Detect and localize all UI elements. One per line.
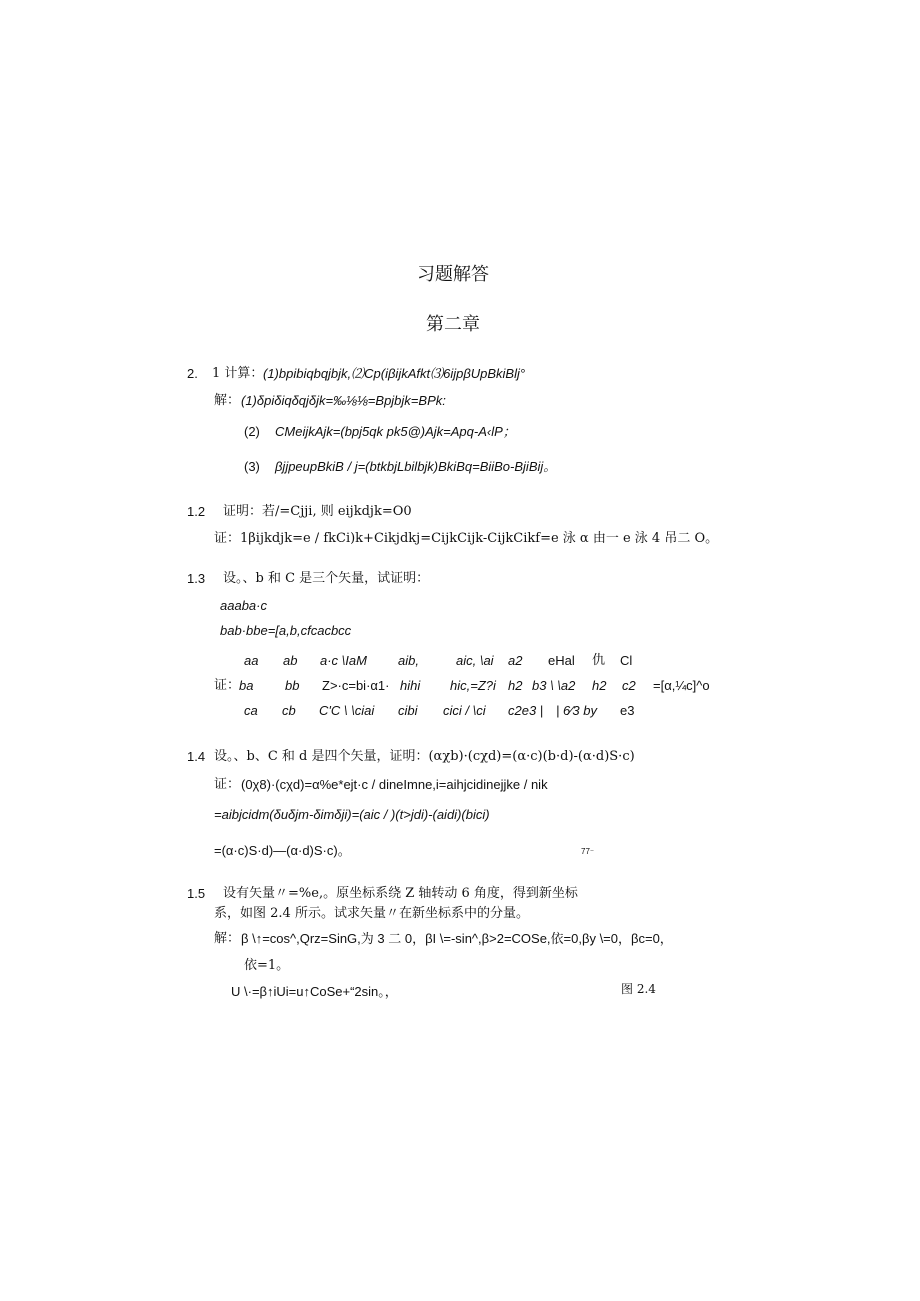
chapter-heading: 第二章 [426, 314, 480, 335]
page-mark: 77⁻ [581, 847, 595, 856]
matrix-cell: hihi [400, 678, 421, 693]
matrix-cell: aa [244, 653, 259, 668]
matrix-cell: eHal [548, 653, 575, 668]
matrix-cell: cici / \ci [443, 703, 486, 718]
matrix-cell: Cl [620, 653, 633, 668]
solution-part-label: (3) [244, 459, 260, 474]
matrix-cell: cibi [398, 703, 418, 718]
matrix-cell: aic, \ai [456, 653, 494, 668]
problem-statement: 设。、b、C 和 d 是四个矢量，证明：(αχb)·(cχd)=(α·c)(b·d)-(α·d)S·c) [214, 749, 635, 764]
matrix-cell: b3 \ \a2 [532, 678, 576, 693]
proof-label: 证： [214, 678, 241, 693]
matrix-cell: Z>·c=bi·α1· [322, 678, 390, 693]
problem-number: 1.5 [187, 886, 206, 901]
proof-line: 证：1βijkdjk=e / fkCi)k+Cikjdkj=CijkCijk-CijkCikf=e 泳 α 由一 e 泳 4 吊二 O。 [214, 531, 719, 546]
problem-formula: (1)bpibiqbqjbjk,⑵Cp(iβijkAfkt⑶6ijpβUpBkiBlj° [263, 366, 526, 381]
page-title: 习题解答 [417, 264, 489, 285]
figure-label: 图 2.4 [621, 982, 656, 996]
solution-line: βjjpeupBkiB / j=(btkbjLbilbjk)BkiBq=BiiBo-BjiBij。 [275, 459, 557, 474]
matrix-cell: a2 [508, 653, 523, 668]
problem-number: 2. [187, 366, 198, 381]
matrix-cell: ab [283, 653, 298, 668]
determinant-line: bab·bbe=[a,b,cfcacbcc [220, 623, 352, 638]
matrix-cell: ba [239, 678, 254, 693]
proof-label: 证： [214, 777, 241, 792]
matrix-cell: a·c \IaM [320, 653, 367, 668]
matrix-cell: aib, [398, 653, 419, 668]
problem-statement: 设有矢量〃=%e,。原坐标系绕 Z 轴转动 6 角度，得到新坐标 [223, 886, 578, 901]
solution-line: CMeijkAjk=(bpj5qk pk5@)Ajk=Apq-A‹lP； [275, 424, 516, 439]
solution-line: U \·=β↑iUi=u↑CoSe+“2sin。， [231, 984, 398, 999]
matrix-cell: | 6⁄3 by [556, 703, 597, 718]
problem-number: 1.4 [187, 749, 206, 764]
proof-line: =(α·c)S·d)—(α·d)S·c)。 [214, 843, 351, 858]
matrix-cell: bb [285, 678, 300, 693]
proof-line: =aibjcidm(δuδjm-δimδji)=(aic / )(t>jdi)-(aidi)(bici) [214, 807, 490, 822]
proof-line: (0χ8)·(cχd)=α%e*ejt·c / dineImne,i=aihjcidinejjke / nik [241, 777, 548, 792]
solution-line: 依=1。 [244, 958, 290, 973]
matrix-cell: cb [282, 703, 296, 718]
matrix-result: =[α,¼c]^o [653, 678, 710, 693]
matrix-cell: C'C \ \ciai [319, 703, 375, 718]
matrix-cell: h2 [508, 678, 523, 693]
solution-part-label: (2) [244, 424, 260, 439]
solution-line: (1)δpiδiqδqjδjk=‰⅛⅛=Bpjbjk=BPk: [241, 393, 446, 408]
matrix-cell: ca [244, 703, 258, 718]
problem-number: 1.3 [187, 571, 206, 586]
matrix-cell: hic,=Z?i [450, 678, 496, 693]
matrix-cell: e3 [620, 703, 635, 718]
problem-statement: 系，如图 2.4 所示。试求矢量〃在新坐标系中的分量。 [214, 906, 529, 921]
determinant-line: aaaba·c [220, 598, 267, 613]
matrix-cell: c2e3 | [508, 703, 544, 718]
solution-line: β \↑=cos^,Qrz=SinG,为 3 二 0，βI \=-sin^,β>2=COSe,依=0,βy \=0，βc=0， [241, 931, 673, 946]
solution-label: 解： [214, 931, 241, 946]
matrix-cell: c2 [622, 678, 636, 693]
problem-statement: 1 计算： [212, 366, 264, 381]
problem-statement: 设。、b 和 C 是三个矢量，试证明： [223, 571, 430, 586]
solution-label: 解： [214, 393, 241, 408]
matrix-cell: 仇 [592, 653, 606, 668]
problem-statement: 证明：若/=Cjji, 则 eijkdjk=O0 [223, 504, 412, 519]
matrix-cell: h2 [592, 678, 607, 693]
problem-number: 1.2 [187, 504, 206, 519]
